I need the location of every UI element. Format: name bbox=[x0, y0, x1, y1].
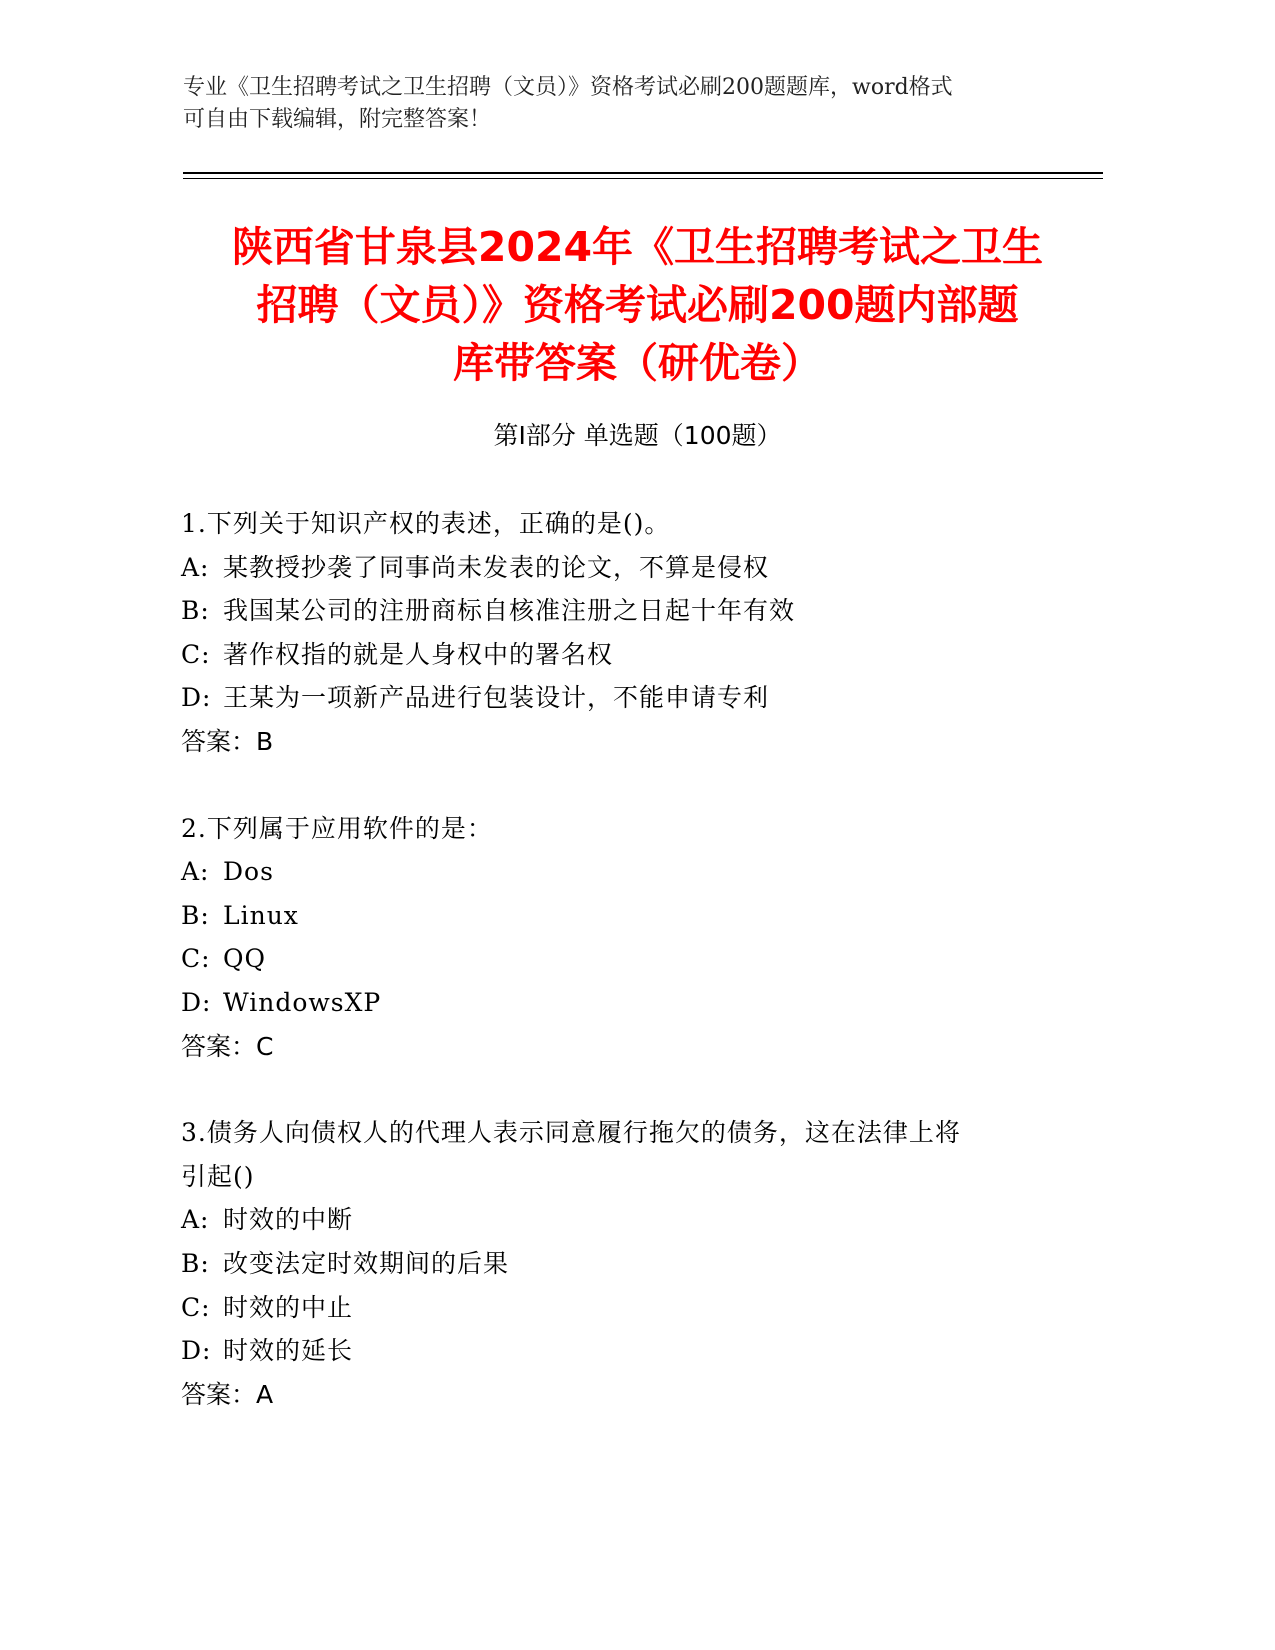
option-a bbox=[181, 850, 1081, 894]
option-text: 著作权指的就是人身权中的署名权 bbox=[223, 639, 614, 669]
option-label: B: bbox=[181, 900, 210, 930]
question-2 bbox=[181, 807, 1081, 1069]
question-1 bbox=[181, 502, 1081, 764]
question-stem-line-2: 引起() bbox=[181, 1161, 255, 1191]
section-heading: 第I部分 单选题（100题） bbox=[493, 421, 782, 450]
option-text: Linux bbox=[223, 900, 299, 930]
option-d bbox=[181, 981, 1081, 1025]
option-c bbox=[181, 1286, 1081, 1330]
option-b bbox=[181, 1242, 1081, 1286]
option-b bbox=[181, 894, 1081, 938]
title-line-2: 招聘（文员）》资格考试必刷200题内部题 bbox=[256, 281, 1019, 329]
option-label: D: bbox=[181, 987, 212, 1017]
option-text: 时效的延长 bbox=[223, 1336, 354, 1366]
option-a bbox=[181, 1198, 1081, 1242]
option-d bbox=[181, 676, 1081, 720]
title-line-1: 陕西省甘泉县2024年《卫生招聘考试之卫生 bbox=[231, 223, 1044, 271]
title-line-3: 库带答案（研优卷） bbox=[453, 339, 822, 387]
document-title bbox=[150, 218, 1125, 392]
question-stem: 2.下列属于应用软件的是： bbox=[181, 813, 493, 843]
option-text: Dos bbox=[223, 857, 274, 887]
option-c bbox=[181, 937, 1081, 981]
option-text: 改变法定时效期间的后果 bbox=[223, 1248, 510, 1278]
option-label: D: bbox=[181, 683, 212, 713]
option-label: C: bbox=[181, 1292, 211, 1322]
answer: 答案：C bbox=[181, 1031, 274, 1061]
option-text: 王某为一项新产品进行包装设计，不能申请专利 bbox=[223, 683, 770, 713]
option-label: A: bbox=[181, 552, 210, 582]
header-divider-thin bbox=[183, 178, 1103, 179]
option-a bbox=[181, 546, 1081, 590]
header-note bbox=[183, 72, 1083, 136]
header-divider-thick bbox=[183, 172, 1103, 174]
header-note-line-2: 可自由下载编辑，附完整答案！ bbox=[183, 107, 492, 132]
option-label: D: bbox=[181, 1336, 212, 1366]
option-label: A: bbox=[181, 857, 210, 887]
option-text: 时效的中断 bbox=[223, 1205, 354, 1235]
option-text: 我国某公司的注册商标自核准注册之日起十年有效 bbox=[223, 596, 796, 626]
question-stem: 1.下列关于知识产权的表述，正确的是()。 bbox=[181, 509, 671, 538]
option-text: QQ bbox=[223, 944, 266, 974]
option-c bbox=[181, 633, 1081, 677]
header-note-line-1: 专业《卫生招聘考试之卫生招聘（文员）》资格考试必刷200题题库，word格式 bbox=[183, 75, 953, 100]
option-label: A: bbox=[181, 1205, 210, 1235]
option-text: WindowsXP bbox=[223, 987, 382, 1017]
option-text: 时效的中止 bbox=[223, 1292, 354, 1322]
answer: 答案：B bbox=[181, 726, 274, 756]
option-label: B: bbox=[181, 596, 210, 626]
option-label: B: bbox=[181, 1248, 210, 1278]
option-label: C: bbox=[181, 639, 211, 669]
question-list bbox=[181, 502, 1081, 1459]
question-stem-line-1: 3.债务人向债权人的代理人表示同意履行拖欠的债务，这在法律上将 bbox=[181, 1118, 961, 1148]
question-3 bbox=[181, 1111, 1081, 1416]
option-d bbox=[181, 1329, 1081, 1373]
answer: 答案：A bbox=[181, 1379, 274, 1409]
option-b bbox=[181, 589, 1081, 633]
option-label: C: bbox=[181, 944, 211, 974]
option-text: 某教授抄袭了同事尚未发表的论文，不算是侵权 bbox=[223, 552, 770, 582]
